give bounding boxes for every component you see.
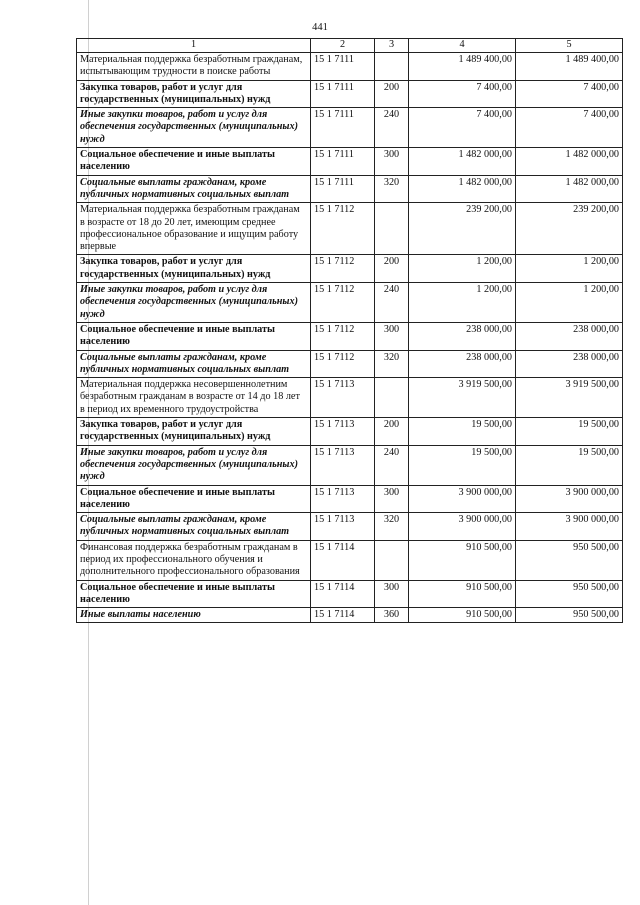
header-col-1: 1: [77, 39, 311, 53]
row-amount-1: 1 482 000,00: [409, 175, 516, 203]
row-amount-2: 238 000,00: [516, 350, 623, 378]
row-amount-2: 1 200,00: [516, 255, 623, 283]
row-expense-type: 200: [375, 418, 409, 446]
table-row: [77, 350, 623, 378]
row-amount-1: 1 489 400,00: [409, 53, 516, 81]
row-amount-1: 19 500,00: [409, 418, 516, 446]
row-code: 15 1 7112: [311, 350, 375, 378]
row-expense-type: 240: [375, 283, 409, 323]
row-amount-1: 1 200,00: [409, 283, 516, 323]
row-amount-2: 3 919 500,00: [516, 378, 623, 418]
row-amount-1: 3 900 000,00: [409, 513, 516, 541]
row-name: Материальная поддержка несовершеннолетним безработным гражданам в возрасте от 14 до 18 лет в период их временного трудоустройства: [77, 378, 311, 418]
row-amount-2: 1 482 000,00: [516, 148, 623, 176]
header-col-4: 4: [409, 39, 516, 53]
table-row: [77, 255, 623, 283]
row-expense-type: [375, 53, 409, 81]
row-expense-type: 240: [375, 108, 409, 148]
row-amount-1: 3 900 000,00: [409, 485, 516, 513]
table-row: [77, 513, 623, 541]
row-name: Иные закупки товаров, работ и услуг для обеспечения государственных (муниципальных) нужд: [77, 445, 311, 485]
row-name: Материальная поддержка безработным гражданам, испытывающим трудности в поиске работы: [77, 53, 311, 81]
row-amount-2: 950 500,00: [516, 540, 623, 580]
row-code: 15 1 7112: [311, 255, 375, 283]
table-row: [77, 485, 623, 513]
row-name: Социальные выплаты гражданам, кроме публичных нормативных социальных выплат: [77, 350, 311, 378]
row-amount-2: 7 400,00: [516, 108, 623, 148]
row-expense-type: 360: [375, 608, 409, 623]
page-number: 441: [312, 22, 328, 33]
table-row: [77, 108, 623, 148]
row-amount-1: 238 000,00: [409, 350, 516, 378]
table-row: [77, 378, 623, 418]
row-amount-1: 910 500,00: [409, 540, 516, 580]
row-expense-type: 300: [375, 485, 409, 513]
row-name: Иные закупки товаров, работ и услуг для обеспечения государственных (муниципальных) нужд: [77, 108, 311, 148]
row-amount-1: 7 400,00: [409, 80, 516, 108]
row-code: 15 1 7111: [311, 108, 375, 148]
row-code: 15 1 7113: [311, 485, 375, 513]
row-amount-1: 7 400,00: [409, 108, 516, 148]
row-code: 15 1 7111: [311, 148, 375, 176]
row-amount-2: 1 200,00: [516, 283, 623, 323]
row-expense-type: 300: [375, 580, 409, 608]
row-amount-2: 238 000,00: [516, 322, 623, 350]
row-amount-2: 950 500,00: [516, 580, 623, 608]
row-name: Закупка товаров, работ и услуг для государственных (муниципальных) нужд: [77, 418, 311, 446]
table-row: [77, 445, 623, 485]
table-row: [77, 203, 623, 255]
table-row: [77, 175, 623, 203]
row-expense-type: 300: [375, 322, 409, 350]
row-code: 15 1 7111: [311, 175, 375, 203]
row-expense-type: 300: [375, 148, 409, 176]
row-amount-2: 1 489 400,00: [516, 53, 623, 81]
row-code: 15 1 7114: [311, 580, 375, 608]
row-code: 15 1 7114: [311, 540, 375, 580]
table-row: [77, 53, 623, 81]
row-expense-type: 240: [375, 445, 409, 485]
row-amount-2: 3 900 000,00: [516, 485, 623, 513]
row-amount-2: 7 400,00: [516, 80, 623, 108]
row-expense-type: [375, 203, 409, 255]
row-expense-type: [375, 378, 409, 418]
table-row: [77, 540, 623, 580]
row-amount-1: 3 919 500,00: [409, 378, 516, 418]
row-expense-type: 200: [375, 255, 409, 283]
row-name: Закупка товаров, работ и услуг для государственных (муниципальных) нужд: [77, 80, 311, 108]
row-code: 15 1 7113: [311, 418, 375, 446]
table-row: [77, 608, 623, 623]
header-row: [77, 39, 623, 53]
row-amount-1: 238 000,00: [409, 322, 516, 350]
row-code: 15 1 7112: [311, 283, 375, 323]
table-row: [77, 80, 623, 108]
row-amount-1: 910 500,00: [409, 608, 516, 623]
row-name: Социальное обеспечение и иные выплаты населению: [77, 485, 311, 513]
row-amount-2: 950 500,00: [516, 608, 623, 623]
row-code: 15 1 7112: [311, 203, 375, 255]
row-code: 15 1 7113: [311, 378, 375, 418]
row-code: 15 1 7112: [311, 322, 375, 350]
row-amount-1: 1 200,00: [409, 255, 516, 283]
row-name: Социальные выплаты гражданам, кроме публичных нормативных социальных выплат: [77, 175, 311, 203]
table-row: [77, 322, 623, 350]
row-code: 15 1 7111: [311, 53, 375, 81]
row-expense-type: [375, 540, 409, 580]
row-amount-2: 1 482 000,00: [516, 175, 623, 203]
header-col-5: 5: [516, 39, 623, 53]
row-expense-type: 320: [375, 175, 409, 203]
row-amount-1: 1 482 000,00: [409, 148, 516, 176]
table-row: [77, 148, 623, 176]
row-name: Социальное обеспечение и иные выплаты населению: [77, 322, 311, 350]
row-name: Иные закупки товаров, работ и услуг для обеспечения государственных (муниципальных) нужд: [77, 283, 311, 323]
row-amount-2: 239 200,00: [516, 203, 623, 255]
budget-table: [76, 38, 623, 623]
header-col-2: 2: [311, 39, 375, 53]
row-amount-1: 239 200,00: [409, 203, 516, 255]
row-name: Социальное обеспечение и иные выплаты населению: [77, 580, 311, 608]
table-row: [77, 283, 623, 323]
table-row: [77, 580, 623, 608]
row-amount-2: 19 500,00: [516, 445, 623, 485]
row-name: Материальная поддержка безработным гражданам в возрасте от 18 до 20 лет, имеющим среднее профессиональное образование и ищущим работу впервые: [77, 203, 311, 255]
row-code: 15 1 7111: [311, 80, 375, 108]
row-expense-type: 320: [375, 513, 409, 541]
row-amount-2: 19 500,00: [516, 418, 623, 446]
row-amount-2: 3 900 000,00: [516, 513, 623, 541]
row-name: Иные выплаты населению: [77, 608, 311, 623]
row-expense-type: 200: [375, 80, 409, 108]
row-name: Финансовая поддержка безработным гражданам в период их профессионального обучения и дополнительного профессионального образования: [77, 540, 311, 580]
table-row: [77, 418, 623, 446]
row-expense-type: 320: [375, 350, 409, 378]
row-code: 15 1 7113: [311, 513, 375, 541]
row-amount-1: 19 500,00: [409, 445, 516, 485]
header-col-3: 3: [375, 39, 409, 53]
row-name: Социальное обеспечение и иные выплаты населению: [77, 148, 311, 176]
row-amount-1: 910 500,00: [409, 580, 516, 608]
row-name: Социальные выплаты гражданам, кроме публичных нормативных социальных выплат: [77, 513, 311, 541]
row-code: 15 1 7113: [311, 445, 375, 485]
row-name: Закупка товаров, работ и услуг для государственных (муниципальных) нужд: [77, 255, 311, 283]
row-code: 15 1 7114: [311, 608, 375, 623]
